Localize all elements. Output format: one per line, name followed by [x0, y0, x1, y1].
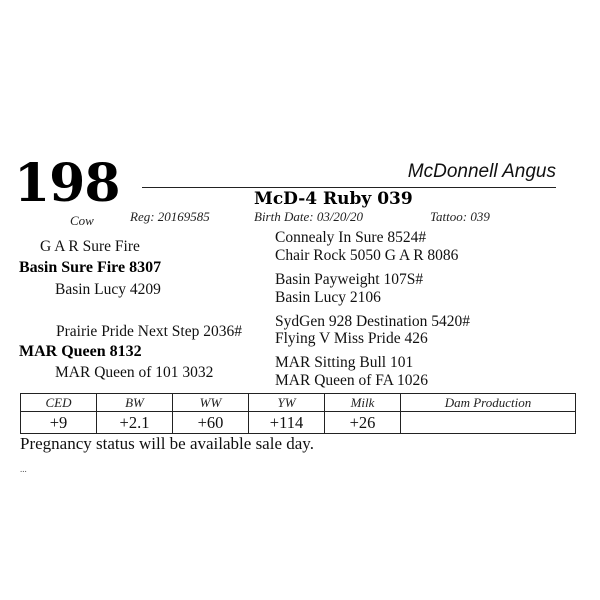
pedigree-ancestor: Flying V Miss Pride 426: [275, 330, 428, 347]
registration-number: Reg: 20169585: [130, 209, 210, 224]
epd-header-ww: WW: [173, 394, 249, 412]
sire: Basin Sure Fire 8307: [19, 259, 162, 276]
dam-dam: MAR Queen of 101 3032: [55, 364, 214, 381]
pedigree-ancestor: Basin Lucy 2106: [275, 289, 381, 306]
epd-value-milk: +26: [325, 412, 401, 434]
epd-header-bw: BW: [97, 394, 173, 412]
lot-number: 198: [14, 153, 120, 214]
epd-table: [20, 393, 576, 434]
header-divider: [142, 187, 556, 188]
pedigree-ancestor: MAR Sitting Bull 101: [275, 354, 414, 371]
pedigree-ancestor: MAR Queen of FA 1026: [275, 372, 428, 389]
pregnancy-note: Pregnancy status will be available sale day.: [20, 434, 314, 453]
epd-value-yw: +114: [249, 412, 325, 434]
pedigree-ancestor: Basin Payweight 107S#: [275, 271, 424, 288]
sire-dam: Basin Lucy 4209: [55, 281, 161, 298]
epd-header-milk: Milk: [325, 394, 401, 412]
birth-date: Birth Date: 03/20/20: [254, 209, 364, 224]
tattoo: Tattoo: 039: [430, 209, 490, 224]
epd-header-row: [21, 394, 576, 412]
pedigree-ancestor: Chair Rock 5050 G A R 8086: [275, 247, 459, 264]
epd-value-row: [21, 412, 576, 434]
epd-header-ced: CED: [21, 394, 97, 412]
breeder-name: McDonnell Angus: [407, 161, 556, 182]
epd-header-dam-production: Dam Production: [401, 394, 576, 412]
dam-sire: Prairie Pride Next Step 2036#: [56, 323, 242, 340]
epd-value-bw: +2.1: [97, 412, 173, 434]
sire-sire: G A R Sure Fire: [40, 238, 140, 255]
epd-value-ced: +9: [21, 412, 97, 434]
animal-name: McD-4 Ruby 039: [254, 189, 413, 209]
epd-value-ww: +60: [173, 412, 249, 434]
stray-mark: ...: [20, 464, 27, 474]
animal-sex: Cow: [70, 213, 94, 228]
pedigree-ancestor: SydGen 928 Destination 5420#: [275, 313, 471, 330]
pedigree-ancestor: Connealy In Sure 8524#: [275, 229, 427, 246]
epd-value-dam-production: [401, 412, 576, 434]
epd-header-yw: YW: [249, 394, 325, 412]
dam: MAR Queen 8132: [19, 343, 142, 360]
